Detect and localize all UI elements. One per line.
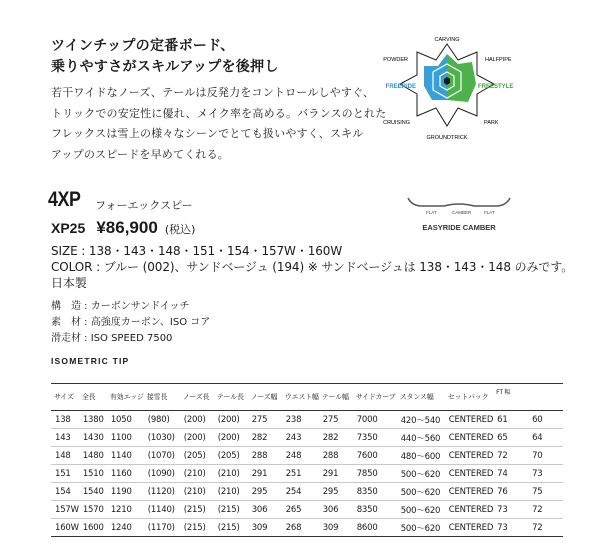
table-cell: 291 — [319, 465, 353, 483]
table-cell: (200) — [214, 411, 248, 429]
product-code: XP25 — [51, 220, 86, 236]
table-cell: 72 — [528, 501, 563, 519]
table-cell: 275 — [248, 411, 282, 429]
description-line-2: トリックでの安定性に優れ、メイク率を高める。バランスのとれた — [51, 106, 387, 120]
table-cell: 1240 — [107, 519, 144, 537]
table-cell: 157W — [51, 501, 79, 519]
radar-label-carving: CARVING — [434, 37, 460, 43]
table-cell: (1170) — [144, 519, 180, 537]
table-cell: 500〜620 — [397, 501, 445, 519]
table-cell: (215) — [214, 501, 248, 519]
radar-label-freestyle: FREESTYLE — [478, 84, 514, 90]
table-cell: 75 — [528, 483, 563, 501]
table-header-cell: ウエスト幅 — [282, 384, 319, 411]
table-cell: CENTERED — [445, 501, 493, 519]
table-cell: 1100 — [107, 429, 144, 447]
table-cell: 7350 — [353, 429, 397, 447]
table-row — [51, 447, 563, 465]
table-cell: 160W — [51, 519, 79, 537]
table-header-cell: テール幅 — [319, 384, 353, 411]
radar-label-groundtrick: GROUNDTRICK — [426, 135, 468, 141]
table-cell: (210) — [214, 465, 248, 483]
spec-construction: 構 造 : カーボンサンドイッチ — [51, 301, 190, 312]
model-name: 4XP — [48, 188, 81, 211]
table-cell: CENTERED — [445, 447, 493, 465]
table-cell: (200) — [214, 429, 248, 447]
table-cell: 1430 — [79, 429, 107, 447]
camber-flat-left: FLAT — [426, 210, 437, 215]
table-cell: 275 — [319, 411, 353, 429]
table-cell: CENTERED — [445, 429, 493, 447]
radar-label-park: PARK — [484, 120, 499, 126]
table-cell: 1510 — [79, 465, 107, 483]
table-cell: (980) — [144, 411, 180, 429]
table-cell: 288 — [319, 447, 353, 465]
table-cell: 295 — [248, 483, 282, 501]
table-cell: (1030) — [144, 429, 180, 447]
table-cell: 8600 — [353, 519, 397, 537]
camber-profile — [404, 194, 514, 240]
table-cell: 1480 — [79, 447, 107, 465]
table-cell: 7000 — [353, 411, 397, 429]
table-cell: 1600 — [79, 519, 107, 537]
table-cell: (210) — [214, 483, 248, 501]
table-cell: (200) — [180, 429, 214, 447]
table-cell: (205) — [180, 447, 214, 465]
spec-base: 滑走材 : ISO SPEED 7500 — [51, 333, 173, 344]
table-cell: (210) — [180, 465, 214, 483]
table-cell: 288 — [248, 447, 282, 465]
riding-style-radar — [372, 30, 522, 160]
table-cell: 306 — [319, 501, 353, 519]
radar-label-freeride: FREERIDE — [385, 84, 416, 90]
table-cell: 8350 — [353, 501, 397, 519]
table-cell: 1160 — [107, 465, 144, 483]
table-row — [51, 501, 563, 519]
table-cell: 282 — [319, 429, 353, 447]
table-header-cell: 有効エッジ — [107, 384, 144, 411]
table-cell: 440〜560 — [397, 429, 445, 447]
model-kana: フォーエックスピー — [95, 199, 193, 212]
table-header-cell: スタンス幅 — [397, 384, 445, 411]
table-cell: (1090) — [144, 465, 180, 483]
table-row — [51, 483, 563, 501]
headline — [51, 36, 279, 78]
camber-flat-right: FLAT — [484, 210, 495, 215]
table-cell: 238 — [282, 411, 319, 429]
table-header-row — [51, 384, 563, 411]
radar-label-powder: POWDER — [383, 57, 408, 63]
table-cell: 74 — [493, 465, 528, 483]
table-header-cell: ノーズ長 — [180, 384, 214, 411]
table-cell: 282 — [248, 429, 282, 447]
table-cell: (215) — [214, 519, 248, 537]
table-cell: 268 — [282, 519, 319, 537]
table-cell: 1190 — [107, 483, 144, 501]
table-cell: CENTERED — [445, 411, 493, 429]
table-cell: 148 — [51, 447, 79, 465]
price-row — [51, 218, 195, 238]
made-in: 日本製 — [51, 276, 87, 290]
table-cell: 251 — [282, 465, 319, 483]
table-header-cell: セットバック — [445, 384, 493, 411]
color-line: COLOR : ブルー (002)、サンドベージュ (194) ※ サンドベージュは 138・143・148 のみです。 — [51, 260, 574, 274]
table-cell: 1140 — [107, 447, 144, 465]
price-amount: ¥86,900 — [96, 218, 158, 237]
description — [51, 83, 387, 165]
table-cell: 309 — [319, 519, 353, 537]
table-header-cell: FT 幅 — [493, 384, 563, 411]
table-cell: 64 — [528, 429, 563, 447]
headline-line-1: ツインチップの定番ボード、 — [51, 38, 235, 54]
table-cell: CENTERED — [445, 465, 493, 483]
table-cell: 72 — [493, 447, 528, 465]
table-cell: 1050 — [107, 411, 144, 429]
table-header-cell: サイズ — [51, 384, 79, 411]
table-row — [51, 519, 563, 537]
table-cell: (215) — [180, 501, 214, 519]
table-row — [51, 411, 563, 429]
table-cell: 61 — [493, 411, 528, 429]
table-cell: 7850 — [353, 465, 397, 483]
table-cell: 8350 — [353, 483, 397, 501]
table-cell: 248 — [282, 447, 319, 465]
table-cell: 243 — [282, 429, 319, 447]
table-cell: 306 — [248, 501, 282, 519]
table-cell: 65 — [493, 429, 528, 447]
table-cell: 76 — [493, 483, 528, 501]
table-row — [51, 429, 563, 447]
table-cell: 295 — [319, 483, 353, 501]
table-cell: 1380 — [79, 411, 107, 429]
table-cell: 70 — [528, 447, 563, 465]
table-cell: (1140) — [144, 501, 180, 519]
table-cell: 500〜620 — [397, 483, 445, 501]
radar-label-halfpipe: HALFPIPE — [485, 57, 512, 63]
table-cell: 420〜540 — [397, 411, 445, 429]
camber-center-label: CAMBER — [452, 210, 472, 215]
description-line-1: 若干ワイドなノーズ、テールは反発力をコントロールしやすぐ、 — [51, 86, 375, 99]
table-cell: (200) — [180, 411, 214, 429]
table-cell: 1540 — [79, 483, 107, 501]
table-cell: 72 — [528, 519, 563, 537]
description-line-4: アップのスピードを早めてくれる。 — [51, 147, 229, 161]
table-cell: 73 — [493, 519, 528, 537]
table-cell: 1210 — [107, 501, 144, 519]
table-cell: 265 — [282, 501, 319, 519]
table-cell: 151 — [51, 465, 79, 483]
table-header-cell: ノーズ幅 — [248, 384, 282, 411]
table-cell: (1120) — [144, 483, 180, 501]
table-cell: 1570 — [79, 501, 107, 519]
table-cell: 500〜620 — [397, 519, 445, 537]
spec-material: 素 材 : 高強度カーボン、ISO コア — [51, 317, 211, 328]
table-cell: 291 — [248, 465, 282, 483]
table-cell: 309 — [248, 519, 282, 537]
camber-board-line — [408, 198, 510, 206]
table-cell: 73 — [493, 501, 528, 519]
table-cell: 138 — [51, 411, 79, 429]
table-header-cell: テール長 — [214, 384, 248, 411]
table-row — [51, 465, 563, 483]
table-header-cell: 接雪長 — [144, 384, 180, 411]
headline-line-2: 乗りやすさがスキルアップを後押し — [51, 59, 279, 75]
table-cell: 254 — [282, 483, 319, 501]
isometric-tip-label: ISOMETRIC TIP — [51, 356, 130, 366]
table-cell: 60 — [528, 411, 563, 429]
table-header-cell: サイドカーブ — [353, 384, 397, 411]
table-cell: 500〜620 — [397, 465, 445, 483]
description-line-3: フレックスは雪上の様々なシーンでとても扱いやすく、スキル — [51, 127, 364, 140]
table-cell: (215) — [180, 519, 214, 537]
table-cell: (210) — [180, 483, 214, 501]
table-cell: 480〜600 — [397, 447, 445, 465]
table-cell: 7600 — [353, 447, 397, 465]
camber-name: EASYRIDE CAMBER — [422, 223, 496, 232]
table-cell: (1070) — [144, 447, 180, 465]
table-header-cell: 全長 — [79, 384, 107, 411]
table-cell: 154 — [51, 483, 79, 501]
price-tax-note: (税込) — [164, 223, 196, 236]
radar-label-cruising: CRUISING — [383, 120, 410, 126]
table-cell: (205) — [214, 447, 248, 465]
table-cell: CENTERED — [445, 519, 493, 537]
size-line: SIZE : 138・143・148・151・154・157W・160W — [51, 244, 343, 258]
table-cell: 73 — [528, 465, 563, 483]
table-cell: CENTERED — [445, 483, 493, 501]
table-cell: 143 — [51, 429, 79, 447]
size-spec-table — [51, 383, 563, 537]
